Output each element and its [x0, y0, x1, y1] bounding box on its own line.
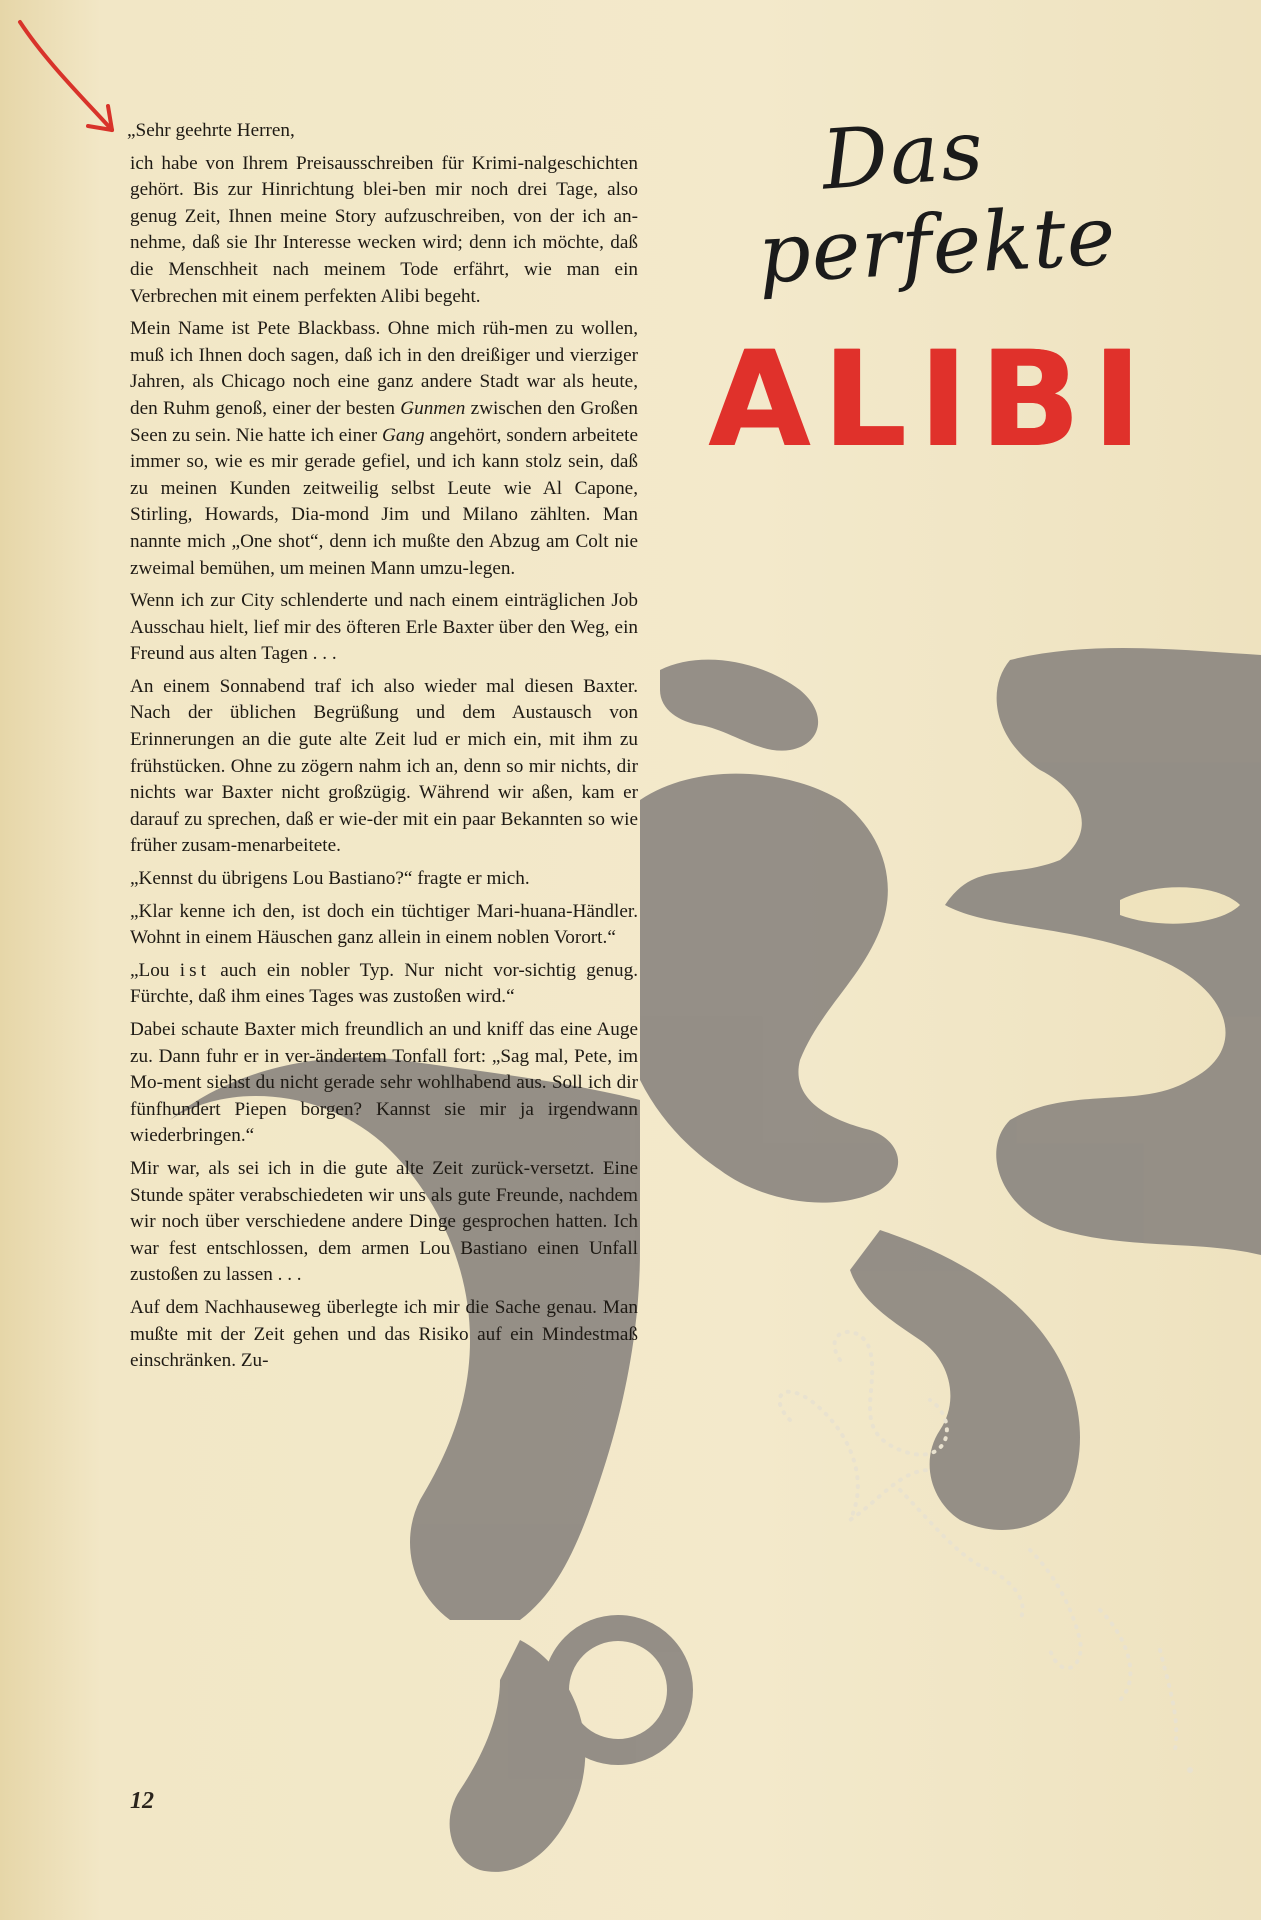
article-paragraph: An einem Sonnabend traf ich also wieder mal diesen Baxter. Nach der üblichen Begrüßung und dem Austausch von Erinnerungen an die gute alte Zeit lud er mich ein, mit ihm zu frühstücken. Ohne zu zögern nahm ich an, denn so mir nichts, dir nichts war Baxter nicht großzügig. Während wir aßen, kam er darauf zu sprechen, daß er wie-der mit ein paar Bekannten so wie früher zusam-menarbeitete. [130, 675, 638, 857]
text-run: auch ein nobler Typ. Nur nicht vor-sichtig genug. Fürchte, daß ihm eines Tages was zustoßen wird.“ [130, 959, 638, 1008]
article-paragraph: Dabei schaute Baxter mich freundlich an und kniff das eine Auge zu. Dann fuhr er in ver-ändertem Tonfall fort: „Sag mal, Pete, im Mo-ment siehst du nicht gerade sehr wohlhabend aus. Soll ich dir fünfhundert Piepen borgen? Kannst sie mir ja irgendwann wiederbringen.“ [130, 1019, 638, 1147]
ink-face-illustration [945, 648, 1261, 1255]
italic-term: Gang [382, 424, 425, 446]
article-paragraph: Mir war, als sei ich in die gute alte Zeit zurück-versetzt. Eine Stunde später verabschiedeten wir uns als gute Freunde, nachdem wir noch über verschiedene andere Dinge gesprochen hatten. Ich war fest entschlossen, dem armen Lou Bastiano einen Unfall zustoßen zu lassen . . . [130, 1157, 638, 1286]
title-line-perfekte: perfekte [755, 188, 1119, 303]
article-paragraph: ich habe von Ihrem Preisausschreiben für Krimi-nalgeschichten gehört. Bis zur Hinrichtung blei-ben mir noch drei Tage, also genug Zeit, Ihnen meine Story aufzuschreiben, von der ich an-nehme, daß sie Ihr Interesse wecken wird; denn ich möchte, daß die Menschheit nach meinem Tode erfährt, wie man ein Verbrechen mit einem perfekten Alibi begeht. [130, 152, 638, 307]
text-run: angehört, sondern arbeitete immer so, wie es mir gerade gefiel, und ich kann stolz sein, daß zu meinen Kunden zeitweilig selbst Leute wie Al Capone, Stirling, Howards, Dia-mond Jim und Milano zählten. Man nannte mich „One shot“, denn ich mußte den Abzug am Colt nie zweimal bemühen, um meinen Mann umzu-legen. [130, 424, 638, 579]
text-run: „Lou [130, 959, 170, 981]
page-number: 12 [130, 1788, 154, 1814]
article-salutation: „Sehr geehrte Herren, [127, 120, 295, 141]
italic-term: Gunmen [400, 397, 466, 419]
article-body [127, 118, 639, 1381]
red-arrow-icon [20, 22, 112, 130]
text-run: zwischen den Großen Seen zu sein. Nie hatte ich einer [130, 397, 639, 446]
text-run: Mein Name ist Pete Blackbass. Ohne mich rüh-men zu wollen, muß ich Ihnen doch sagen, daß ich in den dreißiger und vierziger Jahren, als Chicago noch eine ganz andere Stadt war als heute, den Ruhm genoß, einer der besten [130, 318, 638, 419]
article-paragraph: Auf dem Nachhauseweg überlegte ich mir die Sache genau. Man mußte mit der Zeit gehen und das Risiko auf ein Mindestmaß einschränken. Zu- [130, 1296, 638, 1372]
article-paragraph: „Klar kenne ich den, ist doch ein tüchtiger Mari-huana-Händler. Wohnt in einem Häuschen ganz allein in einem noblen Vorort.“ [130, 900, 638, 949]
ink-chin-shape [850, 1230, 1080, 1530]
ink-nose-shape [640, 774, 898, 1203]
title-line-alibi: ALIBI [708, 323, 1154, 477]
ink-brow-shape [660, 660, 818, 751]
article-paragraph: „Kennst du übrigens Lou Bastiano?“ fragte er mich. [130, 868, 530, 890]
article-paragraph [130, 316, 638, 582]
article-paragraph [130, 958, 638, 1011]
article-paragraph: Wenn ich zur City schlenderte und nach einem einträglichen Job Ausschau hielt, lief mir des öfteren Erle Baxter über den Weg, ein Freund aus alten Tagen . . . [130, 590, 638, 665]
spaced-term: ist [179, 959, 210, 981]
title-line-das: Das [818, 102, 988, 209]
